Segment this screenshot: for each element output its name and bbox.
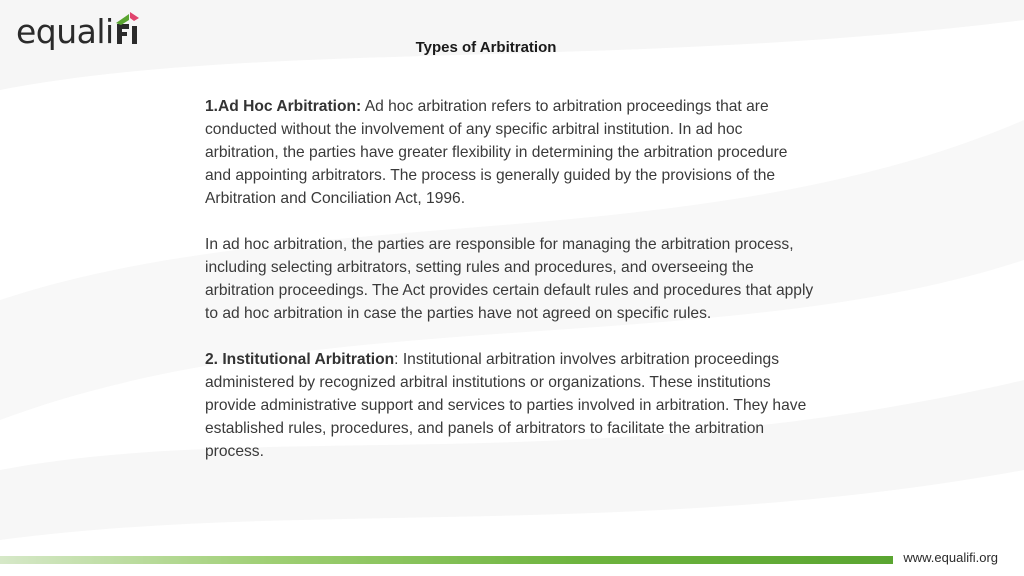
text-ad-hoc: Ad hoc arbitration refers to arbitration proceedings that are conducted without the involvement of any specific arbitral institution. In ad hoc arbitration, the parties have greater flexibility in determining the arbitration procedure and appointing arbitrators. The process is generally guided by the provisions of the Arbitration and Conciliation Act, 1996. [205, 98, 788, 207]
logo-wordmark: equali [16, 12, 114, 51]
slide-body [205, 95, 815, 486]
slide-title: Types of Arbitration [415, 39, 557, 56]
heading-ad-hoc: 1.Ad Hoc Arbitration: [205, 98, 362, 115]
paragraph-ad-hoc-details [205, 233, 815, 325]
heading-institutional: 2. Institutional Arbitration [205, 351, 395, 368]
footer-website-url: www.equalifi.org [903, 550, 998, 565]
paragraph-institutional [205, 348, 815, 463]
paragraph-ad-hoc [205, 95, 815, 210]
text-ad-hoc-details: In ad hoc arbitration, the parties are responsible for managing the arbitration process, including selecting arbitrators, setting rules and procedures, and overseeing the arbitration proceedings. The Act provides certain default rules and procedures that apply to ad hoc arbitration in case the parties have not agreed on specific rules. [205, 236, 814, 322]
footer-accent-bar [0, 556, 893, 564]
text-institutional: : Institutional arbitration involves arbitration proceedings administered by recognized arbitral institutions or organizations. These institutions provide administrative support and services to parties involved in arbitration. They have established rules, procedures, and panels of arbitrators to facilitate the arbitration process. [205, 351, 807, 460]
